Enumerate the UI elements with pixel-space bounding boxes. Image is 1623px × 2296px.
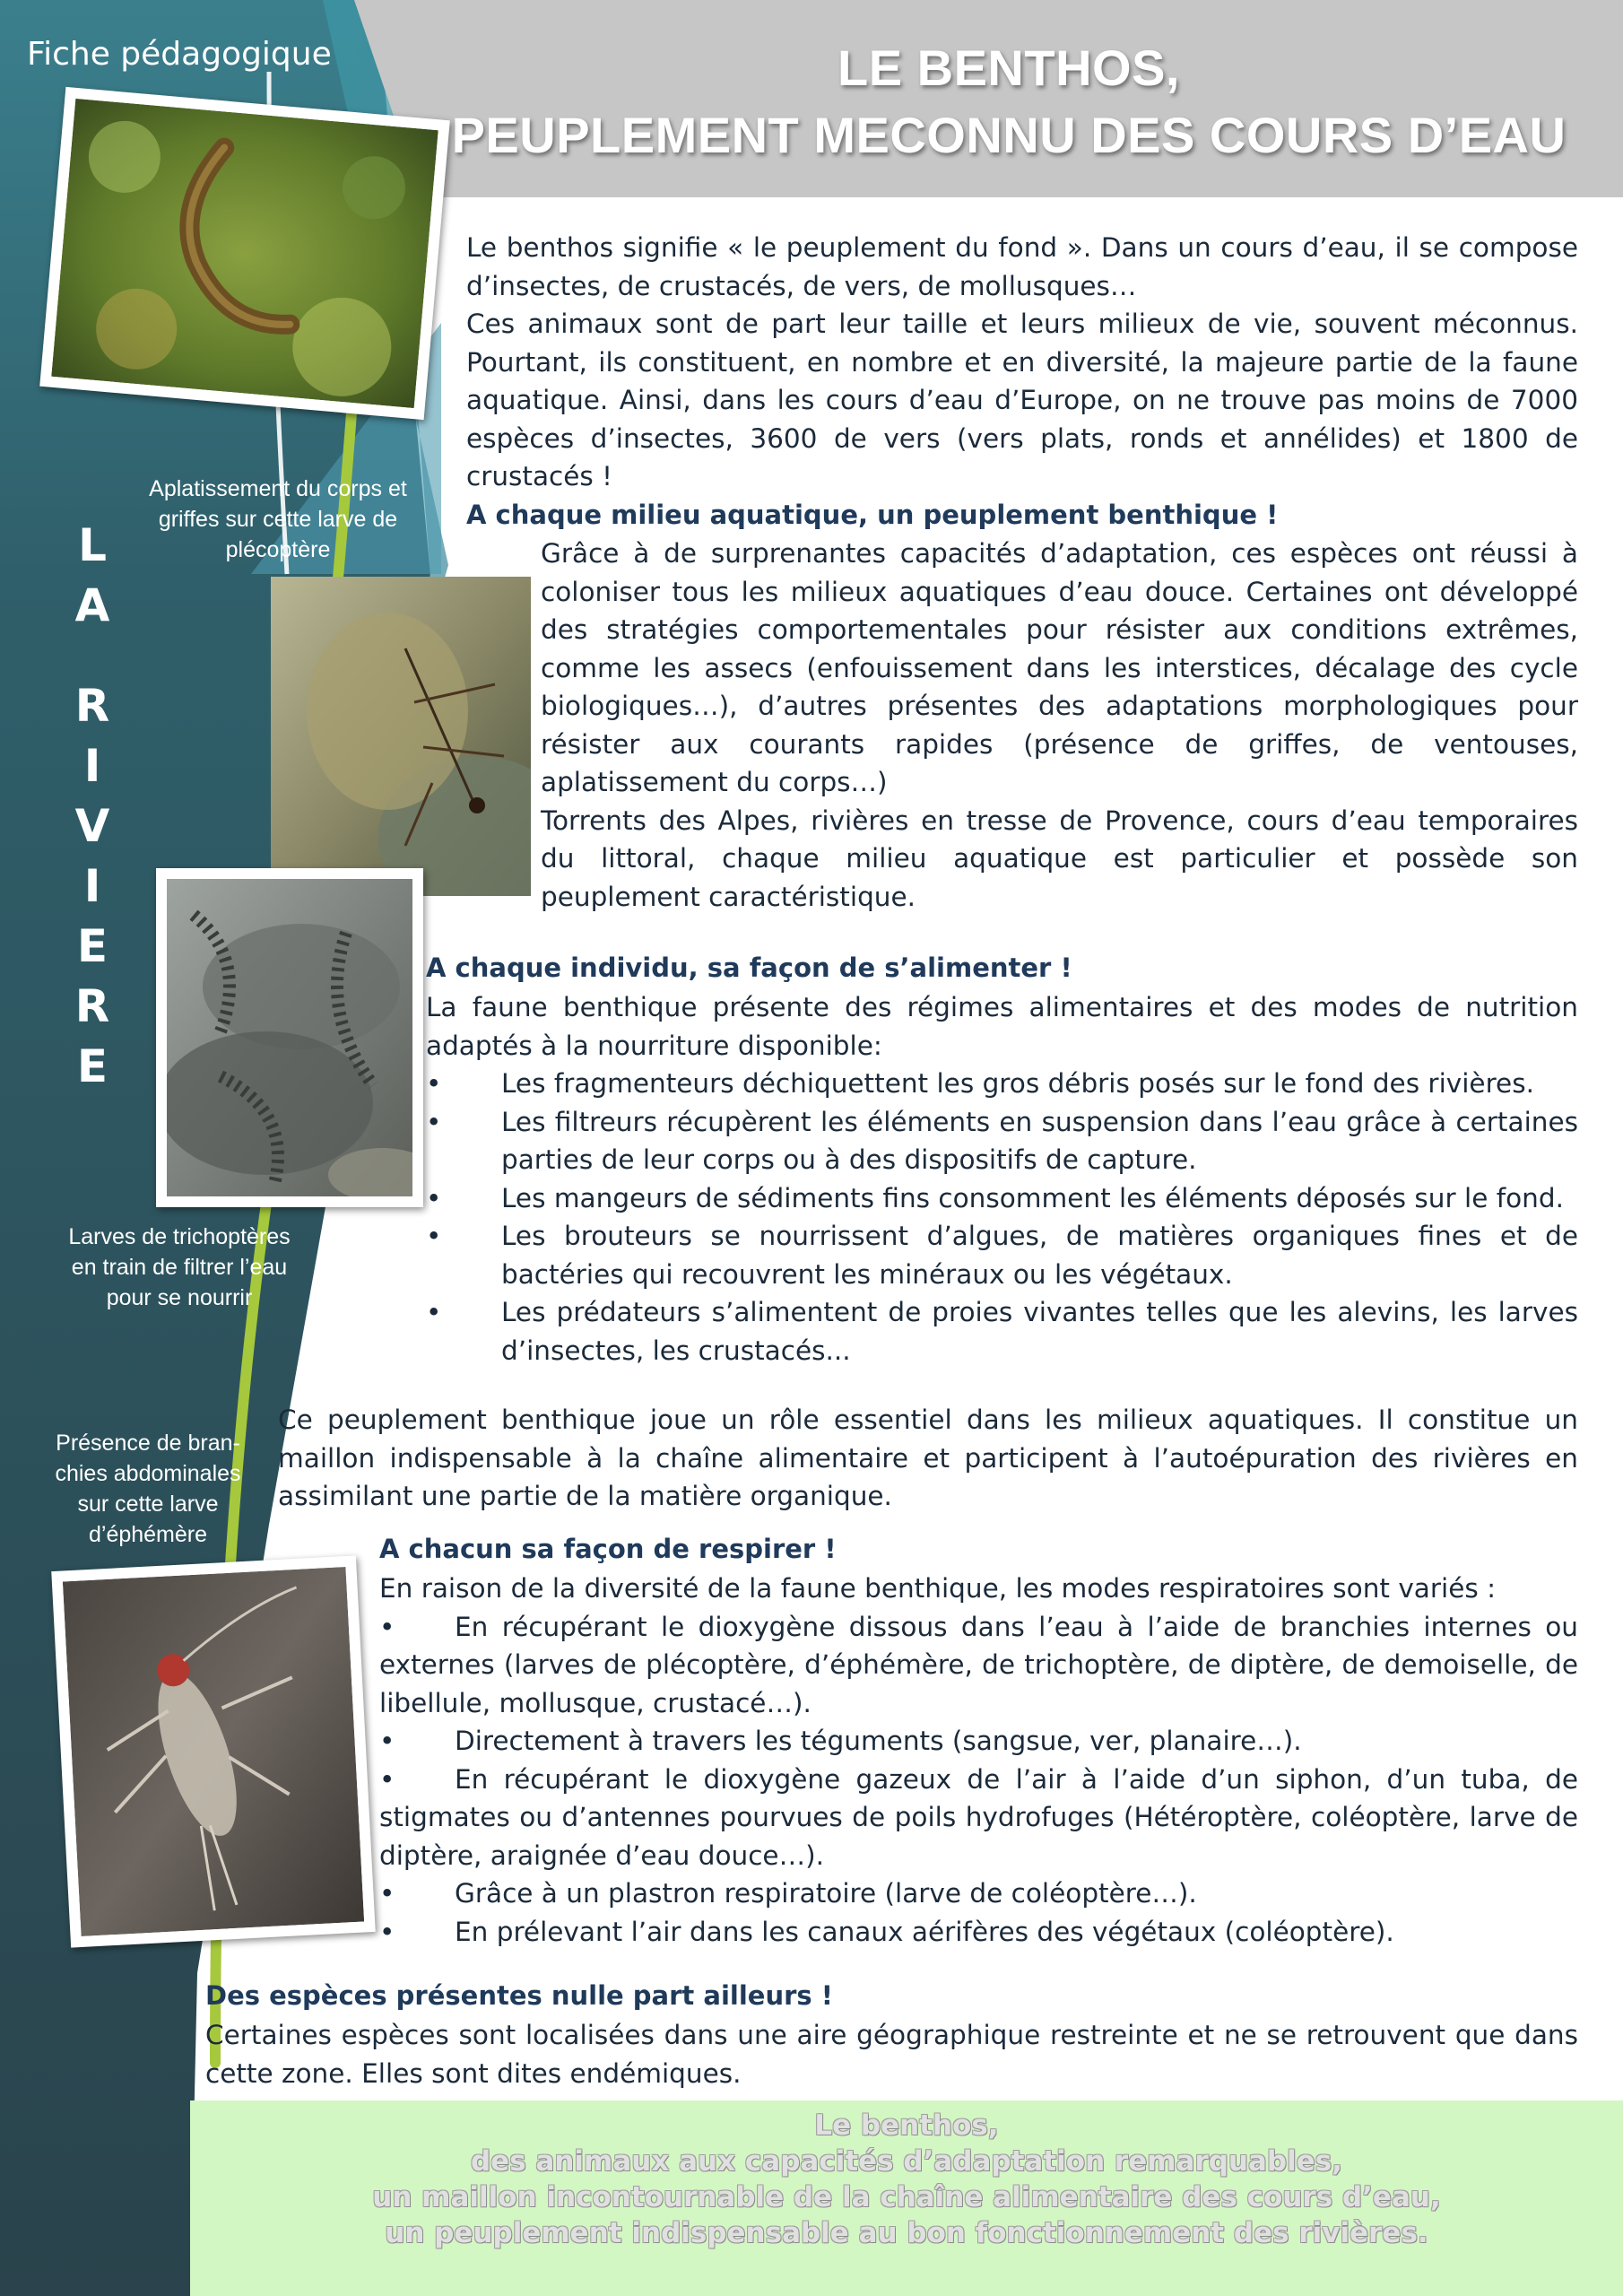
respiration-section <box>379 1570 1578 1951</box>
bullet: • <box>379 1611 395 1642</box>
list-item <box>426 1103 1578 1179</box>
caption-line: pour se nourrir <box>106 1285 253 1310</box>
intro-section <box>466 229 1578 496</box>
vertical-letter: R <box>74 980 110 1032</box>
list-item-text: Les brouteurs se nourrissent d’algues, de matières organiques fines et de bactéries qui recouvrent les minéraux ou les végétaux. <box>501 1221 1578 1290</box>
list-item <box>379 1874 1578 1913</box>
vertical-title-la-riviere <box>70 516 115 1097</box>
list-item-text: Directement à travers les téguments (sangsue, ver, planaire…). <box>455 1726 1302 1756</box>
vertical-letter: L <box>78 519 107 571</box>
milieu-paragraph-2: Torrents des Alpes, rivières en tresse de Provence, cours d’eau temporaires du littoral, chaque milieu aquatique est particulier et possède son peuplement caractéristique. <box>541 804 1578 912</box>
photo-trichoptera <box>156 868 423 1207</box>
caption-line: Aplatissement du corps et <box>149 476 407 501</box>
alimentation-intro: La faune benthique présente des régimes alimentaires et des modes de nutrition adaptés à la nourriture disponible: <box>426 992 1578 1061</box>
list-item <box>379 1913 1578 1952</box>
list-item-text: Les mangeurs de sédiments fins consomment les éléments déposés sur le fond. <box>501 1182 1564 1213</box>
list-item <box>379 1761 1578 1875</box>
caption-line: Présence de bran- <box>56 1431 240 1456</box>
list-item <box>426 1179 1578 1218</box>
list-item <box>426 1217 1578 1293</box>
bullet: • <box>426 1221 442 1251</box>
list-item-text: Grâce à un plastron respiratoire (larve de coléoptère…). <box>455 1878 1197 1909</box>
caption-ephemera <box>36 1428 260 1550</box>
footer-line-1: Le benthos, <box>814 2109 999 2142</box>
footer-line-2: des animaux aux capacités d’adaptation remarquables, <box>470 2145 1343 2178</box>
role-paragraph: Ce peuplement benthique joue un rôle essentiel dans les milieux aquatiques. Il constitue un maillon indispensable à la chaîne alimentaire et participent à l’autoépuration des rivières en assimilant une partie de la matière organique. <box>278 1405 1578 1511</box>
heading-alimentation: A chaque individu, sa façon de s’alimenter ! <box>426 952 1072 983</box>
heading-endemiques: Des espèces présentes nulle part ailleurs ! <box>205 1980 833 2011</box>
caption-line: griffes sur cette larve de <box>158 507 398 532</box>
bullet: • <box>426 1068 442 1099</box>
list-item-text: Les filtreurs récupèrent les éléments en suspension dans l’eau grâce à certaines parties de leur corps ou à des dispositifs de capture. <box>501 1106 1578 1175</box>
ephemera-image <box>63 1567 364 1936</box>
plecoptera-image <box>271 577 531 896</box>
heading-respiration: A chacun sa façon de respirer ! <box>379 1534 837 1564</box>
photo-plecoptera <box>262 570 533 900</box>
vertical-letter: I <box>83 860 101 912</box>
caption-line: d’éphémère <box>88 1522 208 1547</box>
caption-line: Larves de trichoptères <box>68 1224 291 1249</box>
caption-line: chies abdominales <box>55 1461 241 1486</box>
list-item <box>426 1065 1578 1103</box>
intro-paragraph-1: Le benthos signifie « le peuplement du fond ». Dans un cours d’eau, il se compose d’insectes, de crustacés, de vers, de mollusques… <box>466 232 1578 301</box>
respiration-intro: En raison de la diversité de la faune benthique, les modes respiratoires sont variés : <box>379 1573 1497 1604</box>
list-item <box>426 1293 1578 1370</box>
bullet: • <box>426 1182 442 1213</box>
alimentation-section <box>426 988 1578 1370</box>
vertical-letter: E <box>76 920 108 972</box>
vertical-letter: A <box>74 579 110 631</box>
bullet: • <box>379 1916 395 1947</box>
list-item-text: En récupérant le dioxygène gazeux de l’air à l’aide d’un siphon, d’un tuba, de stigmates ou d’antennes pourvues de poils hydrofuges (Hétéroptère, coléoptère, larve de diptère, araignée d’eau douce…). <box>379 1763 1578 1871</box>
role-section <box>278 1401 1578 1516</box>
list-item <box>379 1608 1578 1723</box>
milieu-section <box>541 535 1578 916</box>
footer-line-3: un maillon incontournable de la chaîne alimentaire des cours d’eau, <box>372 2181 1441 2213</box>
document-type-label: Fiche pédagogique <box>27 36 332 73</box>
heading-milieu: A chaque milieu aquatique, un peuplement benthique ! <box>466 500 1279 530</box>
vertical-letter: R <box>74 680 110 732</box>
vertical-letter: I <box>83 740 101 792</box>
list-item-text: Les prédateurs s’alimentent de proies vivantes telles que les alevins, les larves d’insectes, les crustacés... <box>501 1297 1578 1366</box>
diet-list <box>426 1065 1578 1370</box>
photo-worm <box>39 87 450 420</box>
list-item-text: En récupérant le dioxygène dissous dans l’eau à l’aide de branchies internes ou externes (larves de plécoptère, d’éphémère, de trichoptère, de diptère, de demoiselle, de libellule, mollusque, crustacé…). <box>379 1611 1578 1718</box>
photo-ephemera <box>51 1555 376 1947</box>
bullet: • <box>379 1726 395 1756</box>
bullet: • <box>426 1106 442 1137</box>
list-item-text: En prélevant l’air dans les canaux aérifères des végétaux (coléoptère). <box>455 1916 1394 1947</box>
milieu-paragraph-1: Grâce à de surprenantes capacités d’adaptation, ces espèces ont réussi à coloniser tous les milieux aquatiques d’eau douce. Certaines ont développé des stratégies comportementales pour résister aux conditions extrêmes, comme les assecs (enfouissement dans les interstices, décalage des cycle biologiques…), d’autres présentes des adaptations morphologiques pour résister aux courants rapides (présence de griffes, de ventouses, aplatissement du corps…) <box>541 538 1578 797</box>
footer-line-4: un peuplement indispensable au bon fonctionnement des rivières. <box>385 2217 1428 2249</box>
caption-trichoptera <box>45 1222 314 1313</box>
trichoptera-image <box>167 879 412 1196</box>
list-item-text: Les fragmenteurs déchiquettent les gros débris posés sur le fond des rivières. <box>501 1068 1534 1099</box>
caption-line: plécoptère <box>225 537 331 562</box>
caption-plecoptera <box>135 474 421 565</box>
endemiques-section <box>205 2016 1578 2092</box>
bullet: • <box>426 1297 442 1327</box>
page-title-line1: LE BENTHOS, <box>838 39 1180 96</box>
vertical-letter: E <box>76 1040 108 1092</box>
intro-paragraph-2: Ces animaux sont de part leur taille et leurs milieux de vie, souvent méconnus. Pourtant, ils constituent, en nombre et en diversité, la majeure partie de la faune aquatique. Ainsi, dans les cours d’eau d’Europe, on ne trouve pas moins de 7000 espèces d’insectes, 3600 de vers (vers plats, ronds et annélides) et 1800 de crustacés ! <box>466 309 1578 491</box>
vertical-letter: V <box>74 800 110 852</box>
caption-line: en train de filtrer l’eau <box>71 1255 288 1280</box>
worm-image <box>51 99 438 408</box>
bullet: • <box>379 1878 395 1909</box>
list-item <box>379 1722 1578 1761</box>
endemiques-paragraph: Certaines espèces sont localisées dans une aire géographique restreinte et ne se retrouvent que dans cette zone. Elles sont dites endémiques. <box>205 2020 1578 2089</box>
caption-line: sur cette larve <box>77 1492 219 1517</box>
bullet: • <box>379 1763 395 1795</box>
page-title-line2: PEUPLEMENT MECONNU DES COURS D’EAU <box>451 107 1567 163</box>
